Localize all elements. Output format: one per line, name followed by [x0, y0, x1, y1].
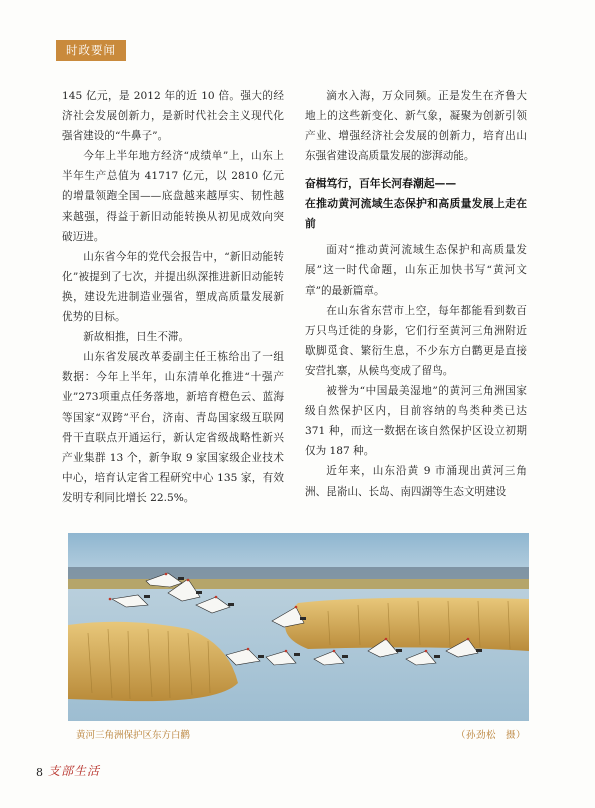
photo-credit: （孙劲松 摄） [456, 730, 527, 741]
section-heading-line1: 奋楫笃行，百年长河春潮起—— [305, 177, 457, 191]
crane-illustration [68, 533, 529, 721]
paragraph: 山东省发展改革委副主任王栋给出了一组数据：今年上半年，山东清单化推进“十强产业”273项重点任务落地，新培育橙色云、蓝海等国家“双跨”平台，济南、青岛国家级互联网骨干直联点开通运行，新认定省级战略性新兴产业集群 13 个，新争取 9 家国家级企业技术中心，培育认定省工程研究中心 135 家，有效发明专利同比增长 22.5%。 [62, 351, 284, 504]
paragraph: 被誉为“中国最美湿地”的黄河三角洲国家级自然保护区内，目前容纳的鸟类种类已达 371 种，而这一数据在该自然保护区设立初期仅为 187 种。 [305, 385, 527, 458]
paragraph: 近年来，山东沿黄 9 市涌现出黄河三角洲、昆嵛山、长岛、南四湖等生态文明建设 [305, 465, 527, 498]
page-number: 8 [36, 766, 43, 779]
paragraph: 145 亿元，是 2012 年的近 10 倍。强大的经济社会发展创新力，是新时代社会主义现代化强省建设的“牛鼻子”。 [62, 90, 284, 143]
section-label: 时政要闻 [56, 40, 126, 61]
right-column [305, 86, 527, 502]
section-heading-line2: 在推动黄河流域生态保护和高质量发展上走在前 [305, 197, 527, 231]
paragraph: 新故相推，日生不滞。 [83, 331, 190, 344]
paragraph: 在山东省东营市上空，每年都能看到数百万只鸟迁徙的身影，它们行至黄河三角洲附近歇脚觅食、繁衍生息，不少东方白鹳更是直接安营扎寨，从候鸟变成了留鸟。 [305, 304, 527, 377]
paragraph: 今年上半年地方经济“成绩单”上，山东上半年生产总值为 41717 亿元，以 2810 亿元的增量领跑全国——底盘越来越厚实、韧性越来越强，得益于新旧动能转换从初见成效向突破迈进。 [62, 150, 284, 243]
magazine-logo: 支部生活 [48, 764, 101, 778]
wetland-crane-photo [68, 533, 529, 721]
section-heading [305, 174, 527, 234]
photo-caption: 黄河三角洲保护区东方白鹳 [76, 730, 191, 741]
paragraph: 面对“推动黄河流域生态保护和高质量发展”这一时代命题，山东正加快书写“黄河文章”的最新篇章。 [305, 244, 527, 297]
paragraph: 滴水入海，万众同频。正是发生在齐鲁大地上的这些新变化、新气象，凝聚为创新引领产业、增强经济社会发展的创新力，培育出山东强省建设高质量发展的澎湃动能。 [305, 90, 527, 163]
paragraph: 山东省今年的党代会报告中，“新旧动能转化”被提到了七次，并提出纵深推进新旧动能转换，建设先进制造业强省，塑成高质量发展新优势的目标。 [62, 250, 284, 324]
left-column [62, 86, 284, 508]
